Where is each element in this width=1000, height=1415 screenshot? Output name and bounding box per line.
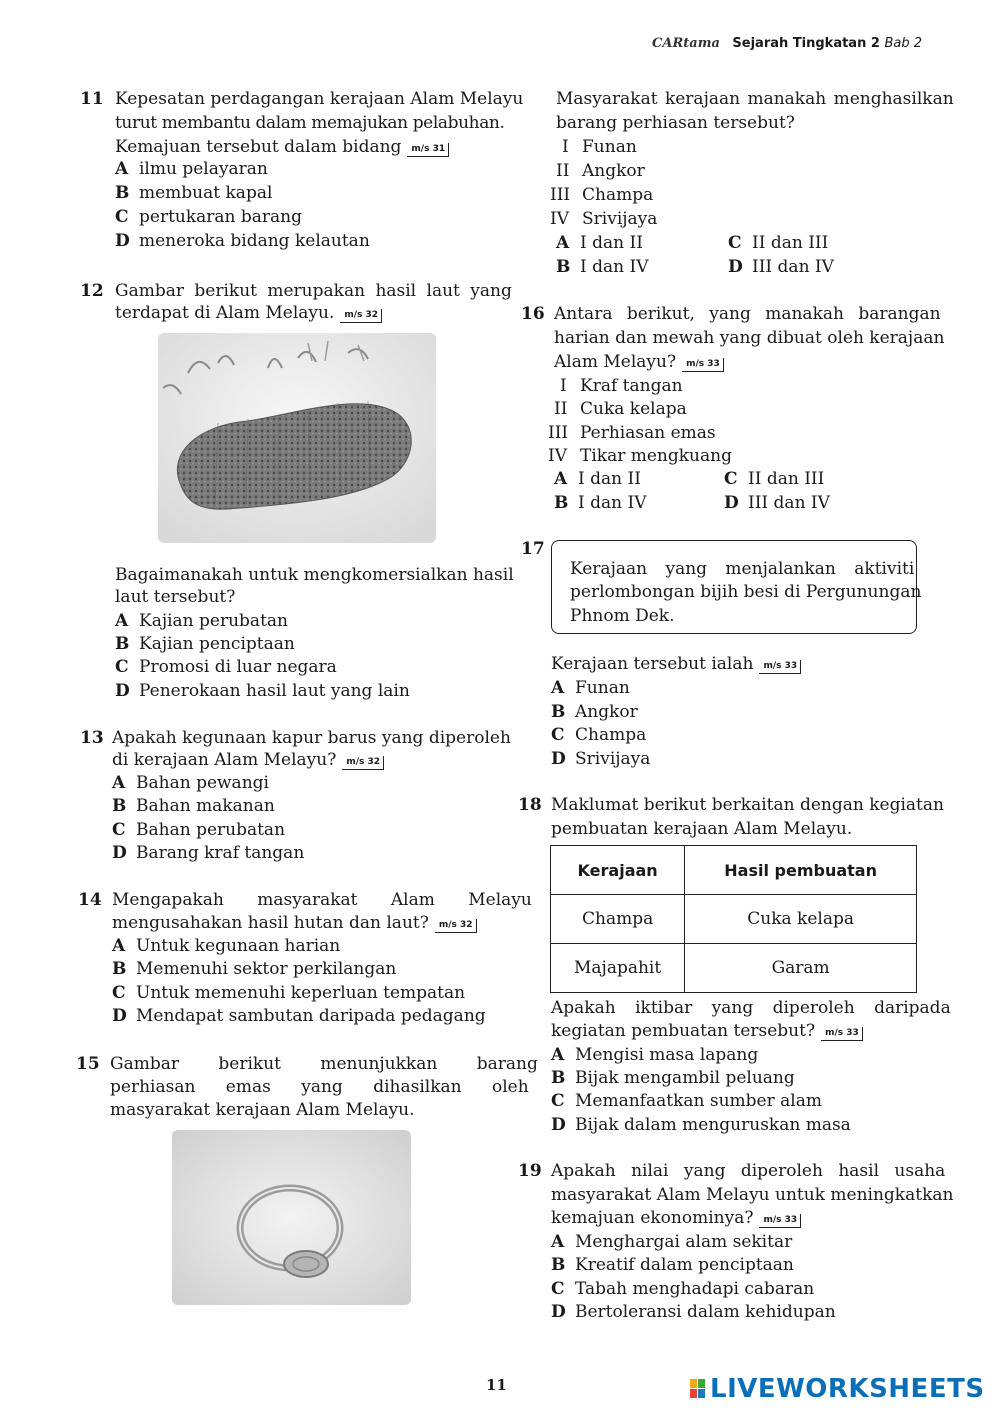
option-d[interactable]: D III dan IV	[724, 493, 830, 513]
gold-ring-photo	[172, 1130, 411, 1305]
option-a[interactable]: A I dan II	[556, 233, 643, 253]
option-a[interactable]: A Menghargai alam sekitar	[551, 1232, 793, 1252]
question-text: laut tersebut?	[115, 587, 236, 607]
option-d[interactable]: D Bijak dalam menguruskan masa	[551, 1115, 851, 1135]
question-text: Kerajaan tersebut ialah m/s 33	[551, 653, 801, 675]
statement-iii: III Perhiasan emas	[548, 423, 716, 443]
option-c[interactable]: C II dan III	[728, 233, 829, 253]
question-text: turut membantu dalam memajukan pelabuhan.	[115, 113, 505, 133]
option-a[interactable]: A Funan	[551, 678, 630, 698]
question-text: Bagaimanakah untuk mengkomersialkan hasil	[115, 565, 514, 585]
option-c[interactable]: C II dan III	[724, 469, 825, 489]
statement-iv: IV Tikar mengkuang	[548, 446, 732, 466]
question-text: masyarakat kerajaan Alam Melayu.	[110, 1100, 415, 1120]
statement-i: I Kraf tangan	[560, 376, 683, 396]
question-number: 18	[518, 795, 542, 815]
question-number: 19	[518, 1161, 542, 1181]
page-reference: m/s 33	[682, 358, 724, 372]
brand-text: LIVEWORKSHEETS	[710, 1374, 985, 1404]
option-d[interactable]: D III dan IV	[728, 257, 834, 277]
question-text: Maklumat berikut berkaitan dengan kegiatan	[551, 795, 944, 815]
option-b[interactable]: B Kreatif dalam penciptaan	[551, 1255, 794, 1275]
question-text: perhiasan emas yang dihasilkan oleh	[110, 1077, 529, 1097]
option-a[interactable]: A Kajian perubatan	[115, 611, 288, 631]
liveworksheets-brand[interactable]	[690, 1374, 985, 1404]
publisher-logo: CARtama	[652, 36, 720, 51]
table-cell: Champa	[551, 895, 685, 944]
option-b[interactable]: B Bijak mengambil peluang	[551, 1068, 795, 1088]
statement-ii: II Cuka kelapa	[554, 399, 687, 419]
liveworksheets-logo-icon	[690, 1379, 706, 1399]
option-b[interactable]: B Angkor	[551, 702, 638, 722]
option-c[interactable]: C Untuk memenuhi keperluan tempatan	[112, 983, 466, 1003]
question-text: pembuatan kerajaan Alam Melayu.	[551, 819, 853, 839]
option-b[interactable]: B I dan IV	[556, 257, 649, 277]
question-text: masyarakat Alam Melayu untuk meningkatkan	[551, 1185, 954, 1205]
page-reference: m/s 32	[340, 309, 382, 323]
option-c[interactable]: C Bahan perubatan	[112, 820, 286, 840]
table-header: Hasil pembuatan	[685, 846, 917, 895]
question-text: terdapat di Alam Melayu. m/s 32	[115, 302, 382, 324]
option-d[interactable]: D meneroka bidang kelautan	[115, 231, 370, 251]
question-text: Gambar berikut menunjukkan barang	[110, 1054, 538, 1074]
production-table	[550, 845, 917, 993]
table-row	[551, 895, 917, 944]
statement-ii: II Angkor	[556, 161, 645, 181]
page-number: 11	[486, 1376, 507, 1394]
chapter-label: Bab 2	[884, 36, 922, 51]
question-text: Alam Melayu? m/s 33	[554, 351, 724, 373]
book-title: Sejarah Tingkatan 2	[732, 36, 880, 51]
option-c[interactable]: C Champa	[551, 725, 647, 745]
table-cell: Majapahit	[551, 944, 685, 993]
table-row	[551, 944, 917, 993]
question-text: Kepesatan perdagangan kerajaan Alam Melayu	[115, 89, 524, 109]
question-text: Apakah nilai yang diperoleh hasil usaha	[551, 1161, 946, 1181]
info-text: Phnom Dek.	[570, 606, 675, 626]
question-text: di kerajaan Alam Melayu? m/s 32	[112, 749, 384, 771]
option-d[interactable]: D Barang kraf tangan	[112, 843, 305, 863]
question-text: Apakah iktibar yang diperoleh daripada	[551, 998, 951, 1018]
option-a[interactable]: A ilmu pelayaran	[115, 159, 268, 179]
option-b[interactable]: B Memenuhi sektor perkilangan	[112, 959, 397, 979]
option-b[interactable]: B membuat kapal	[115, 183, 273, 203]
statement-iv: IV Srivijaya	[550, 209, 658, 229]
question-text: Masyarakat kerajaan manakah menghasilkan	[556, 89, 954, 109]
question-text: Gambar berikut merupakan hasil laut yang	[115, 281, 512, 301]
page-reference: m/s 31	[407, 143, 449, 157]
option-c[interactable]: C pertukaran barang	[115, 207, 303, 227]
question-number: 14	[78, 890, 102, 910]
option-c[interactable]: C Memanfaatkan sumber alam	[551, 1091, 822, 1111]
question-number: 17	[521, 539, 545, 559]
info-text: Kerajaan yang menjalankan aktiviti	[570, 559, 915, 579]
statement-iii: III Champa	[550, 185, 654, 205]
option-d[interactable]: D Mendapat sambutan daripada pedagang	[112, 1006, 486, 1026]
option-c[interactable]: C Tabah menghadapi cabaran	[551, 1279, 815, 1299]
table-cell: Cuka kelapa	[685, 895, 917, 944]
option-a[interactable]: A Bahan pewangi	[112, 773, 269, 793]
option-d[interactable]: D Bertoleransi dalam kehidupan	[551, 1302, 836, 1322]
question-text: Kemajuan tersebut dalam bidang m/s 31	[115, 136, 449, 158]
option-a[interactable]: A Mengisi masa lapang	[551, 1045, 759, 1065]
question-text: harian dan mewah yang dibuat oleh kerajaan	[554, 328, 945, 348]
table-cell: Garam	[685, 944, 917, 993]
option-c[interactable]: C Promosi di luar negara	[115, 657, 337, 677]
page-reference: m/s 33	[759, 660, 801, 674]
question-text: Antara berikut, yang manakah barangan	[554, 304, 941, 324]
option-a[interactable]: A Untuk kegunaan harian	[112, 936, 341, 956]
question-text: kemajuan ekonominya? m/s 33	[551, 1207, 801, 1229]
sea-cucumber-photo	[158, 333, 436, 543]
gold-ring-image	[172, 1130, 411, 1305]
page-reference: m/s 32	[435, 919, 477, 933]
page-header	[652, 36, 922, 51]
option-d[interactable]: D Penerokaan hasil laut yang lain	[115, 681, 410, 701]
question-text: mengusahakan hasil hutan dan laut? m/s 32	[112, 912, 477, 934]
info-text: perlombongan bijih besi di Pergunungan	[570, 582, 922, 602]
option-b[interactable]: B Bahan makanan	[112, 796, 275, 816]
table-header: Kerajaan	[551, 846, 685, 895]
option-b[interactable]: B I dan IV	[554, 493, 647, 513]
question-number: 13	[80, 728, 104, 748]
option-d[interactable]: D Srivijaya	[551, 749, 651, 769]
question-text: barang perhiasan tersebut?	[556, 113, 795, 133]
page-reference: m/s 32	[342, 756, 384, 770]
question-number: 11	[80, 89, 104, 109]
page-reference: m/s 33	[759, 1214, 801, 1228]
sea-cucumber-image	[158, 333, 436, 543]
page-reference: m/s 33	[821, 1027, 863, 1041]
question-text: Apakah kegunaan kapur barus yang diperoleh	[112, 728, 511, 748]
statement-i: I Funan	[562, 137, 637, 157]
question-text: Mengapakah masyarakat Alam Melayu	[112, 890, 532, 910]
question-number: 16	[521, 304, 545, 324]
question-number: 15	[76, 1054, 100, 1074]
option-a[interactable]: A I dan II	[554, 469, 641, 489]
option-b[interactable]: B Kajian penciptaan	[115, 634, 295, 654]
question-number: 12	[80, 281, 104, 301]
question-text: kegiatan pembuatan tersebut? m/s 33	[551, 1020, 863, 1042]
